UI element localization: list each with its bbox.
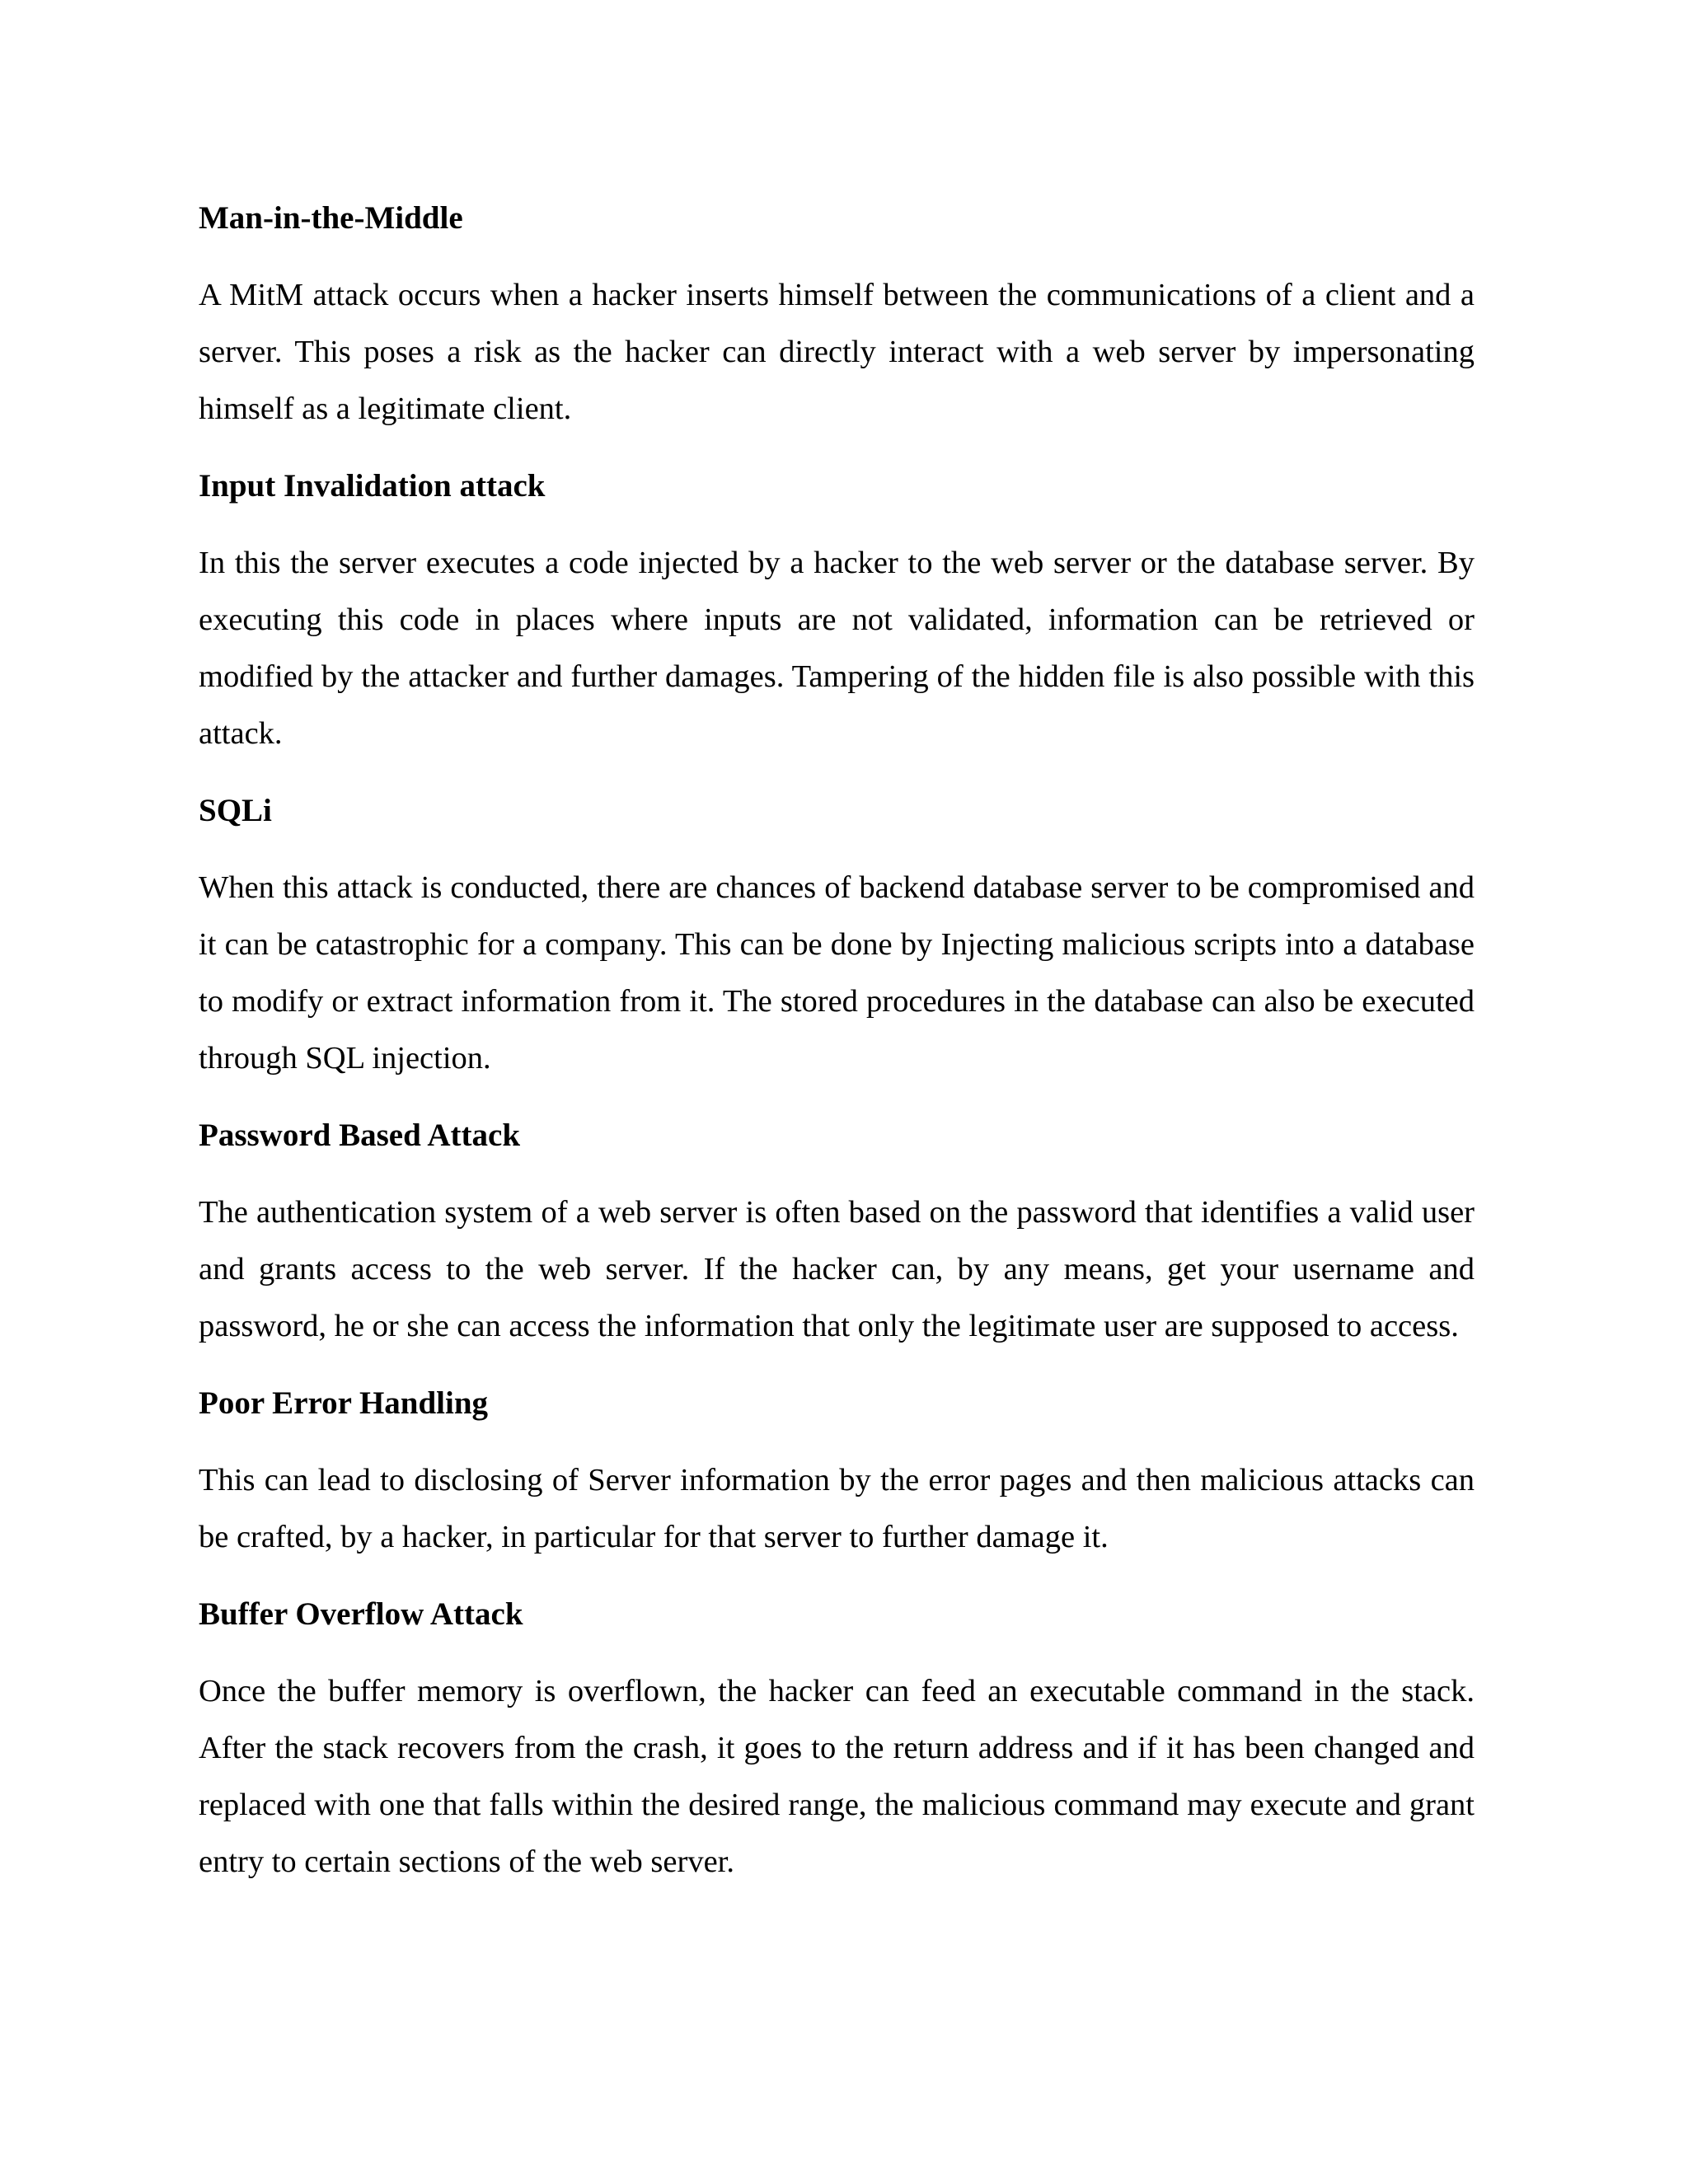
section-body: The authentication system of a web server is often based on the password that identifies a valid user and grants access to the web server. If the hacker can, by any means, get your username and password, he or she can access the information that only the legitimate user are supposed to access. bbox=[199, 1195, 1475, 1343]
section-heading: SQLi bbox=[199, 793, 272, 828]
section-body: This can lead to disclosing of Server information by the error pages and then malicious attacks can be crafted, by a hacker, in particular for that server to further damage it. bbox=[199, 1463, 1475, 1554]
section-buffer-overflow-attack bbox=[199, 1591, 1475, 1891]
section-body: When this attack is conducted, there are chances of backend database server to be compromised and it can be catastrophic for a company. This can be done by Injecting malicious scripts into a database to modify or extract information from it. The stored procedures in the database can also be executed through SQL injection. bbox=[199, 870, 1475, 1076]
section-input-invalidation-attack bbox=[199, 462, 1475, 762]
section-password-based-attack bbox=[199, 1112, 1475, 1355]
section-sqli bbox=[199, 787, 1475, 1087]
section-heading: Man-in-the-Middle bbox=[199, 200, 463, 236]
section-body: A MitM attack occurs when a hacker inserts himself between the communications of a client and a server. This poses a risk as the hacker can directly interact with a web server by impersonating himself as a legitimate client. bbox=[199, 278, 1475, 426]
section-poor-error-handling bbox=[199, 1380, 1475, 1566]
section-heading: Password Based Attack bbox=[199, 1118, 521, 1153]
section-heading: Input Invalidation attack bbox=[199, 468, 546, 504]
section-heading: Buffer Overflow Attack bbox=[199, 1596, 523, 1632]
section-heading: Poor Error Handling bbox=[199, 1385, 489, 1421]
document-content bbox=[199, 194, 1475, 1915]
section-body: Once the buffer memory is overflown, the hacker can feed an executable command in the stack. After the stack recovers from the crash, it goes to the return address and if it has been changed and replaced with one that falls within the desired range, the malicious command may execute and grant entry to certain sections of the web server. bbox=[199, 1674, 1475, 1879]
section-body: In this the server executes a code injected by a hacker to the web server or the database server. By executing this code in places where inputs are not validated, information can be retrieved or modified by the attacker and further damages. Tampering of the hidden file is also possible with this attack. bbox=[199, 546, 1475, 751]
section-man-in-the-middle bbox=[199, 194, 1475, 438]
